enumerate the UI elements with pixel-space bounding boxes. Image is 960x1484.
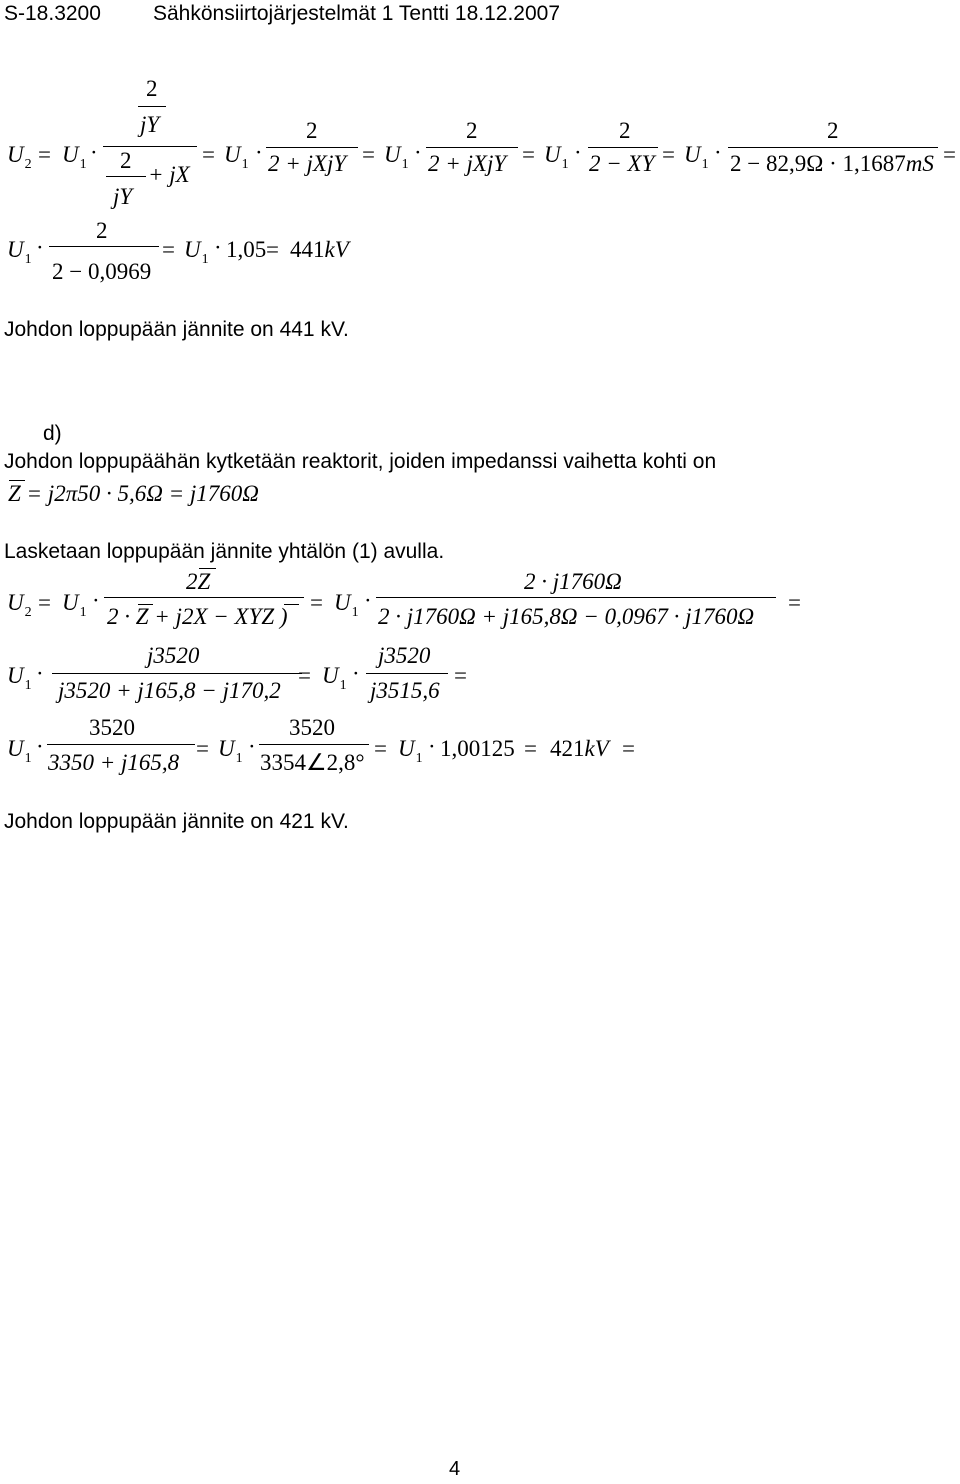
dot-operator: · — [36, 661, 44, 686]
z-overline — [9, 480, 25, 481]
section-label-d: d) — [43, 422, 62, 445]
equals-sign: = — [162, 237, 175, 262]
u1-symbol: $U_1$ — [218, 736, 243, 766]
fraction-numerator: 2 — [827, 118, 839, 143]
fraction-denominator: 3350 + j165,8 — [48, 750, 180, 775]
course-code: S-18.3200 — [4, 2, 101, 25]
result-value: 441kV — [290, 237, 349, 262]
impedance-definition: Z = j2π50 · 5,6Ω = j1760Ω — [8, 481, 259, 506]
equals-sign: = — [788, 590, 801, 615]
u1-symbol: $U_1$ — [7, 663, 32, 693]
z-overline — [284, 604, 299, 605]
fraction-numerator: j3520 — [147, 643, 200, 668]
dot-operator: · — [714, 140, 722, 165]
dot-operator: · — [36, 235, 44, 260]
dot-operator: · — [428, 734, 436, 759]
equals-sign: = — [38, 590, 51, 615]
plus-jx: + jX — [148, 162, 190, 187]
u1-symbol: $U_1$ — [224, 142, 249, 172]
page-number: 4 — [449, 1458, 461, 1480]
dot-operator: · — [352, 661, 360, 686]
conclusion-421: Johdon loppupään jännite on 421 kV. — [4, 810, 349, 833]
equals-sign: = — [662, 142, 675, 167]
u2-symbol: $U_2$ — [7, 142, 32, 172]
fraction-denominator: 3354∠2,8° — [260, 750, 365, 775]
fraction-bar-main — [103, 146, 197, 147]
fraction-bar — [588, 147, 658, 148]
fraction-bar — [104, 597, 304, 598]
fraction-bar — [259, 744, 369, 745]
equals-sign: = — [943, 142, 956, 167]
fraction-denominator: 2 − XY — [589, 151, 655, 176]
fraction-denominator: 2 · Z + j2X − XYZ ) — [107, 604, 288, 629]
inner-fraction-bar — [106, 176, 146, 177]
fraction-numerator: 2 — [466, 118, 478, 143]
fraction-numerator: 2Z — [186, 569, 211, 594]
equals-sign: = — [524, 736, 537, 761]
equals-sign: = — [38, 142, 51, 167]
fraction-bar — [366, 673, 448, 674]
fraction-numerator-small: 2 — [146, 76, 158, 101]
u1-symbol: $U_1$ — [684, 142, 709, 172]
result-value: 421kV — [550, 736, 609, 761]
inner-fraction-numerator: 2 — [120, 148, 132, 173]
dot-operator: · — [36, 734, 44, 759]
conclusion-441: Johdon loppupään jännite on 441 kV. — [4, 318, 349, 341]
dot-operator: · — [255, 140, 263, 165]
reactor-intro: Johdon loppupäähän kytketään reaktorit, joiden impedanssi vaihetta kohti on — [4, 450, 717, 473]
fraction-numerator: 2 — [306, 118, 318, 143]
fraction-denominator: j3515,6 — [370, 678, 440, 703]
equals-sign: = — [266, 237, 279, 262]
fraction-numerator-jy: jY — [140, 112, 160, 137]
u1-symbol: $U_1$ — [398, 736, 423, 766]
fraction-bar — [266, 147, 358, 148]
equals-sign: = — [298, 663, 311, 688]
u1-symbol: $U_1$ — [322, 663, 347, 693]
fraction-bar — [728, 147, 938, 148]
fraction-numerator: 2 — [619, 118, 631, 143]
u1-symbol: $U_1$ — [62, 142, 87, 172]
factor-value: 1,05 — [226, 237, 267, 262]
equals-sign: = — [522, 142, 535, 167]
u1-symbol: $U_1$ — [7, 237, 32, 267]
equals-sign: = — [310, 590, 323, 615]
equals-sign: = — [202, 142, 215, 167]
dot-operator: · — [248, 734, 256, 759]
course-title: Sähkönsiirtojärjestelmät 1 Tentti 18.12.2007 — [153, 2, 561, 25]
u1-symbol: $U_1$ — [384, 142, 409, 172]
factor-value: 1,00125 — [440, 736, 515, 761]
dot-operator: · — [574, 140, 582, 165]
fraction-numerator: j3520 — [378, 643, 431, 668]
dot-operator: · — [214, 235, 222, 260]
fraction-numerator: 3520 — [289, 715, 335, 740]
u1-symbol: $U_1$ — [334, 590, 359, 620]
u1-symbol: $U_1$ — [184, 237, 209, 267]
u1-symbol: $U_1$ — [7, 736, 32, 766]
fraction-denominator: 2 + jXjY — [268, 151, 347, 176]
fraction-denominator: 2 + jXjY — [428, 151, 507, 176]
dot-operator: · — [364, 588, 372, 613]
u2-symbol: $U_2$ — [7, 590, 32, 620]
fraction-bar — [47, 744, 195, 745]
fraction-denominator: 2 · j1760Ω + j165,8Ω − 0,0967 · j1760Ω — [378, 604, 755, 629]
dot-operator: · — [90, 140, 98, 165]
fraction-denominator: 2 − 0,0969 — [52, 259, 152, 284]
fraction-bar — [426, 147, 518, 148]
equals-sign: = — [196, 736, 209, 761]
equals-sign: = — [362, 142, 375, 167]
u1-symbol: $U_1$ — [62, 590, 87, 620]
u1-symbol: $U_1$ — [544, 142, 569, 172]
fraction-bar — [49, 246, 159, 247]
equals-sign: = — [454, 663, 467, 688]
fraction-numerator: 2 — [96, 218, 108, 243]
fraction-numerator: 2 · j1760Ω — [524, 569, 622, 594]
dot-operator: · — [414, 140, 422, 165]
dot-operator: · — [92, 588, 100, 613]
z-overline — [138, 604, 153, 605]
fraction-bar-small — [138, 106, 166, 107]
equals-sign: = — [622, 736, 635, 761]
equals-sign: = — [374, 736, 387, 761]
calc-intro: Lasketaan loppupään jännite yhtälön (1) avulla. — [4, 540, 445, 563]
inner-fraction-denominator: jY — [113, 184, 133, 209]
fraction-denominator: 2 − 82,9Ω · 1,1687mS — [730, 151, 934, 176]
z-overline — [199, 568, 216, 569]
fraction-numerator: 3520 — [89, 715, 135, 740]
fraction-bar — [52, 673, 302, 674]
fraction-bar — [376, 597, 776, 598]
fraction-denominator: j3520 + j165,8 − j170,2 — [58, 678, 281, 703]
